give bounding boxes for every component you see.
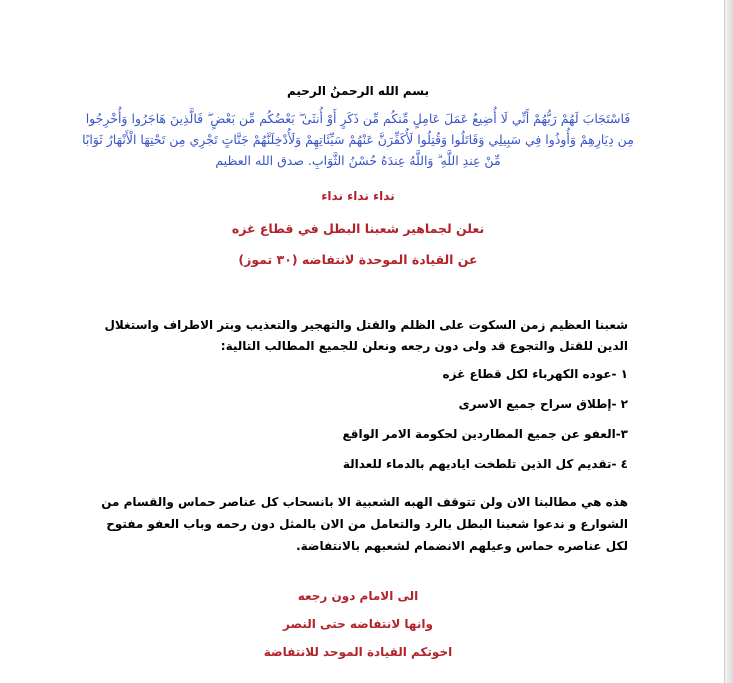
demand-item: ٢ -إطلاق سراح جميع الاسرى: [458, 397, 628, 411]
footer-line: اخوتكم القيادة الموحد للانتفاضة: [263, 645, 453, 659]
page-edge-scrollbar: [724, 0, 733, 683]
announcement-heading: نعلن لجماهير شعبنا البطل في قطاع غزه: [231, 221, 485, 236]
footer-signature: [88, 589, 628, 673]
basmala: بسم الله الرحمنُ الرحيم: [286, 84, 430, 98]
footer-line: وانها لانتفاضه حتى النصر: [283, 617, 433, 631]
from-heading: عن القيادة الموحدة لانتفاضه (٣٠ تموز): [238, 252, 478, 267]
quran-verse: فَاسْتَجَابَ لَهُمْ رَبُّهُمْ أَنِّي لَا أُضِيعُ عَمَلَ عَامِلٍ مِّنكُم مِّن ذَكَرٍ أَوْ أُنثَىٰ ۖ بَعْضُكُم مِّن بَعْضٍ ۖ فَالَّذِينَ هَاجَرُوا وَأُخْرِجُوا مِن دِيَارِهِمْ وَأُوذُوا فِي سَبِيلِي وَقَاتَلُوا وَقُتِلُوا لَأُكَفِّرَنَّ عَنْهُمْ سَيِّئَاتِهِمْ وَلَأُدْخِلَنَّهُمْ جَنَّاتٍ تَجْرِي مِن تَحْتِهَا الْأَنْهَارُ ثَوَابًا مِّنْ عِندِ اللَّهِ ۗ وَاللَّهُ عِندَهُ حُسْنُ الثَّوَابِ. صدق الله العظيم: [82, 111, 634, 168]
closing-paragraph: هذه هي مطالبنا الان ولن تتوقف الهبه الشعبية الا بانسحاب كل عناصر حماس والقسام من الشوارع و ندعوا شعبنا البطل بالرد والتعامل من الان بالمثل دون رحمه وباب العفو مفتوح لكل عناصره حماس وعيلهم الانضمام لشعبهم بالانتفاضة.: [101, 495, 628, 553]
demand-item: ٤ -تقديم كل الذين تلطخت اياديهم بالدماء للعدالة: [342, 457, 628, 471]
call-heading: نداء نداء نداء: [321, 189, 395, 203]
footer-line: الى الامام دون رجعه: [297, 589, 419, 603]
intro-paragraph: شعبنا العظيم زمن السكوت على الظلم والقتل والتهجير والتعذيب وبتر الاطراف واستغلال الدين للقتل والتجوع قد ولى دون رجعه ونعلن للجميع المطالب التالية:: [104, 318, 628, 353]
demand-item: ١ -عوده الكهرباء لكل قطاع غزه: [442, 367, 628, 381]
demand-item: ٣-العفو عن جميع المطاردين لحكومة الامر الواقع: [342, 427, 628, 441]
demands-list: [88, 367, 628, 477]
document-body: [82, 84, 634, 673]
